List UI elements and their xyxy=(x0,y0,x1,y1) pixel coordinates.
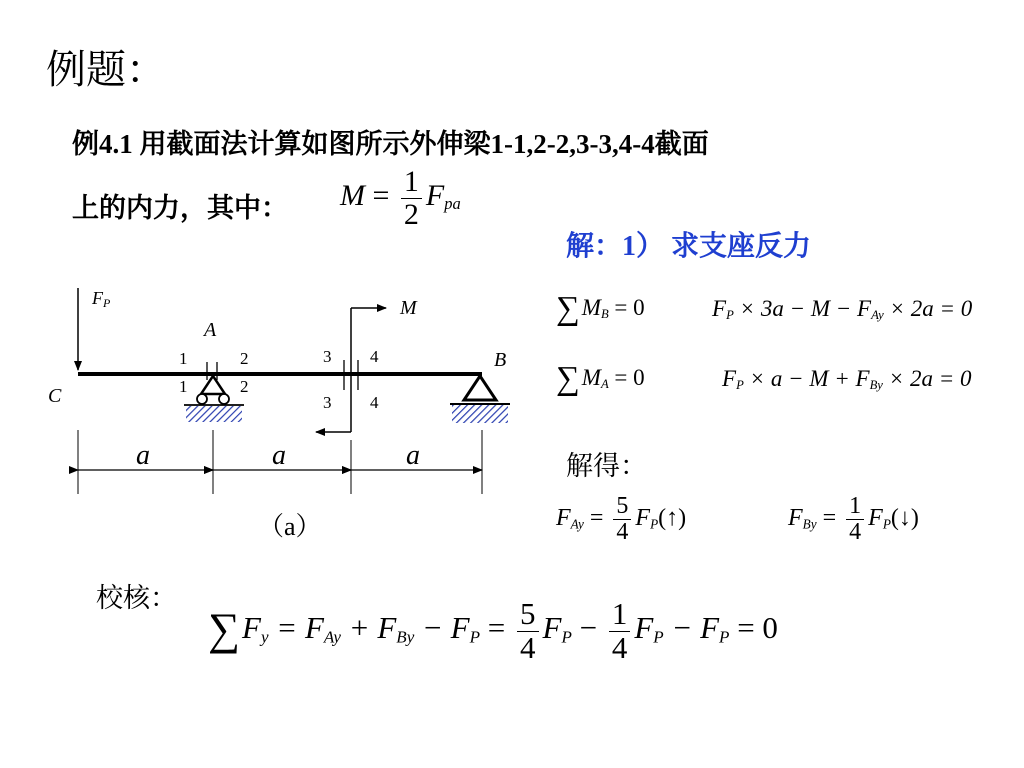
section-label-2-bottom: 2 xyxy=(240,377,249,396)
eq1-sum-var: M xyxy=(581,295,601,320)
eq2-term2: × a − M + F xyxy=(743,366,870,391)
result-fay xyxy=(556,494,686,545)
dimension-label-3: a xyxy=(406,440,420,471)
dimension-label-1: a xyxy=(136,440,150,471)
moment-couple-m xyxy=(316,308,386,432)
formula-denominator: 2 xyxy=(403,197,419,231)
solution-heading: 解：1） 求支座反力 xyxy=(566,231,812,262)
check-p1-sub: y xyxy=(260,627,269,647)
formula-numerator: 1 xyxy=(401,166,422,199)
check-p1: F xyxy=(242,610,261,646)
equation-ma-expanded xyxy=(722,366,971,393)
formula-eq: = xyxy=(365,178,397,212)
fby-direction: (↓) xyxy=(890,505,919,532)
dimension-label-2: a xyxy=(272,440,286,471)
fay-sub: Ay xyxy=(570,516,584,532)
check-p2: = F xyxy=(268,610,324,646)
sigma-symbol: ∑ xyxy=(556,290,580,327)
check-p9-sub: P xyxy=(719,627,730,647)
eq1-sum-sub: B xyxy=(600,307,609,322)
section-label-4-top: 4 xyxy=(370,347,379,366)
fay-fraction xyxy=(613,494,631,545)
fay-f-sub: P xyxy=(650,516,659,532)
check-den1: 4 xyxy=(520,629,536,665)
check-formula xyxy=(208,598,778,664)
fay-direction: (↑) xyxy=(658,505,687,532)
check-p10: = 0 xyxy=(729,610,778,646)
section-label-1-top: 1 xyxy=(179,349,188,368)
eq2-term3: × 2a = 0 xyxy=(882,366,972,391)
sigma-symbol: ∑ xyxy=(208,603,241,654)
label-fp: FP xyxy=(92,288,111,310)
fay-var: F xyxy=(556,505,571,532)
result-fby xyxy=(788,494,919,545)
check-p3-sub: By xyxy=(396,627,415,647)
formula-var: F xyxy=(425,178,445,212)
section-label-4-bottom: 4 xyxy=(370,393,379,412)
eq2-sum-var: M xyxy=(581,365,601,390)
check-p7: − xyxy=(571,610,605,646)
check-p6-sub: P xyxy=(561,627,572,647)
eq1-term1: F xyxy=(712,296,727,321)
formula-sub: pa xyxy=(444,194,461,214)
section-label-2-top: 2 xyxy=(240,349,249,368)
problem-statement-line2: 上的内力，其中： xyxy=(72,193,288,223)
fay-f: F xyxy=(635,505,651,532)
eq2-term1: F xyxy=(722,366,737,391)
pin-support-a xyxy=(184,376,244,422)
check-p4: − F xyxy=(414,610,470,646)
moment-formula xyxy=(340,166,461,230)
fby-numerator: 1 xyxy=(846,494,864,520)
sigma-symbol: ∑ xyxy=(556,360,580,397)
fay-denominator: 4 xyxy=(616,519,629,546)
fby-f-sub: P xyxy=(882,516,891,532)
diagram-caption: （a） xyxy=(258,512,322,541)
check-fraction-1 xyxy=(517,598,539,664)
eq1-sum-rhs: = 0 xyxy=(608,295,645,320)
fby-var: F xyxy=(788,505,803,532)
section-label-1-bottom: 1 xyxy=(179,377,188,396)
result-label: 解得： xyxy=(566,451,647,481)
fby-sub: By xyxy=(802,516,817,532)
eq2-term2-sub: By xyxy=(869,378,883,393)
eq1-term2-sub: Ay xyxy=(871,308,884,323)
label-point-a: A xyxy=(204,319,217,341)
check-den2: 4 xyxy=(611,629,628,665)
eq2-sum-sub: A xyxy=(600,377,609,392)
check-num1: 5 xyxy=(517,598,539,632)
equation-sum-ma xyxy=(556,360,645,398)
eq1-term2: × 3a − M − F xyxy=(733,296,872,321)
page-title: 例题： xyxy=(46,47,166,92)
check-label: 校核： xyxy=(96,583,177,613)
check-fraction-2 xyxy=(609,598,631,664)
eq2-sum-rhs: = 0 xyxy=(608,365,645,390)
section-label-3-bottom: 3 xyxy=(323,393,332,412)
check-p4-sub: P xyxy=(469,627,481,647)
eq1-term3: × 2a = 0 xyxy=(883,296,973,321)
check-p6: F xyxy=(542,610,562,646)
check-p5: = xyxy=(480,610,514,646)
check-p3: + F xyxy=(340,610,397,646)
eq2-term1-sub: P xyxy=(736,378,744,393)
check-p2-sub: Ay xyxy=(323,627,341,647)
section-label-3-top: 3 xyxy=(323,347,332,366)
equation-sum-mb xyxy=(556,290,645,328)
label-moment-m: M xyxy=(400,297,417,319)
fby-fraction xyxy=(846,494,864,545)
check-p8: F xyxy=(634,610,654,646)
formula-fraction xyxy=(401,166,422,230)
roller-support-b xyxy=(450,376,510,423)
eq1-term1-sub: P xyxy=(726,308,734,323)
check-p9: − F xyxy=(663,610,720,646)
problem-statement-line1: 例4.1 用截面法计算如图所示外伸梁1-1,2-2,3-3,4-4截面 xyxy=(72,129,709,159)
fby-eq: = xyxy=(816,505,843,532)
label-point-c: C xyxy=(48,385,62,407)
beam-diagram xyxy=(40,280,520,500)
fay-eq: = xyxy=(583,505,610,532)
check-p8-sub: P xyxy=(653,627,664,647)
formula-lhs: M xyxy=(340,178,365,212)
fay-numerator: 5 xyxy=(613,494,631,520)
fby-f: F xyxy=(868,505,883,532)
equation-mb-expanded xyxy=(712,296,972,323)
label-point-b: B xyxy=(494,349,507,371)
check-num2: 1 xyxy=(609,598,631,632)
fby-denominator: 4 xyxy=(849,519,862,546)
